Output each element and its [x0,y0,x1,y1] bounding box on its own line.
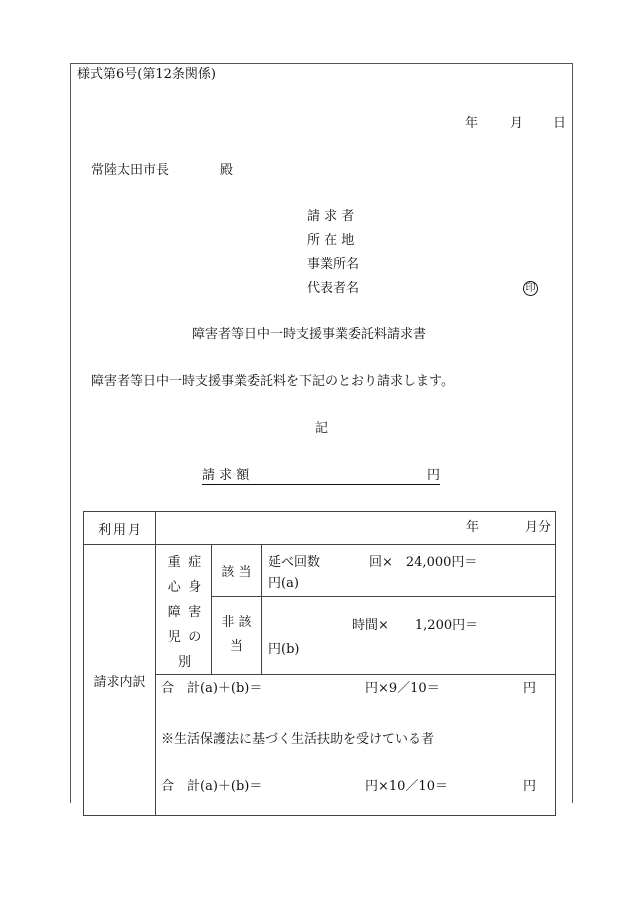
usage-month-label-char: 月 [127,522,141,538]
seal-icon: 印 [523,281,538,296]
total-90-label: 合 計(a)＋(b)＝ [161,680,263,696]
frame-right-border [572,63,573,803]
details-label-cell [84,545,156,816]
usage-month-label-cell [84,512,156,545]
not-applicable-label-line2: 当 [229,639,243,655]
not-applicable-formula: 時間× 1,200円＝ [352,618,479,634]
applicant-field-office-name: 事業所名 [307,257,360,272]
usage-month-label-char: 用 [112,522,126,538]
usage-month-value-cell [156,512,556,545]
applicable-result: 円(a) [268,576,299,592]
not-applicable-result: 円(b) [268,642,300,658]
applicant-field-requester: 請 求 者 [307,209,355,224]
disability-label-char: の [188,630,202,645]
not-applicable-label-line1: 非 該 [221,615,252,631]
frame-left-border [70,63,71,803]
applicable-value-cell [262,545,556,597]
applicable-count-label: 延べ回数 [268,555,321,571]
total-90-formula: 円×9／10＝ [365,680,440,696]
applicable-label-cell [212,545,262,597]
claim-amount-label: 請 求 額 [202,468,250,483]
usage-month-year: 年 [466,520,480,535]
total-90-cell [156,675,556,703]
disability-label-char: 身 [188,580,202,595]
not-applicable-value-cell [262,596,556,674]
total-90-unit: 円 [523,680,537,696]
details-label: 請求内訳 [93,674,146,690]
welfare-recipient-cell [156,703,556,816]
form-number: 様式第6号(第12条関係) [77,67,216,82]
disability-label-char: 別 [177,655,191,670]
usage-month-month: 月分 [525,520,552,535]
disability-label-char: 心 [167,580,181,595]
disability-label-char: 児 [167,630,181,645]
claim-table [83,511,556,816]
welfare-note: ※生活保護法に基づく生活扶助を受けている者 [161,731,435,747]
claim-amount-line [202,469,440,485]
applicant-field-representative: 代表者名 [307,281,360,296]
disability-label-char: 重 [167,555,181,570]
total-100-unit: 円 [523,778,537,794]
addressee-honorific: 殿 [220,163,234,178]
ki-marker: 記 [315,421,329,436]
date-day: 日 [553,116,567,131]
applicable-formula: 回× 24,000円＝ [369,555,478,571]
disability-label-cell [156,545,212,675]
applicable-label: 該 当 [221,564,252,580]
date-year: 年 [465,116,479,131]
document-title: 障害者等日中一時支援事業委託料請求書 [192,327,427,342]
usage-month-row [84,512,556,545]
disability-label-char: 症 [188,555,202,570]
total-100-label: 合 計(a)＋(b)＝ [161,778,263,794]
disability-label-char: 害 [188,605,202,620]
not-applicable-label-cell [212,596,262,674]
disability-label-char: 障 [167,605,181,620]
total-100-formula: 円×10／10＝ [365,778,448,794]
claim-amount-unit: 円 [426,468,440,483]
applicable-row [84,545,556,597]
body-text: 障害者等日中一時支援事業委託料を下記のとおり請求します。 [91,374,454,389]
applicant-field-address: 所 在 地 [307,233,355,248]
date-month: 月 [510,116,524,131]
addressee-name: 常陸太田市長 [91,163,170,178]
frame-top-border [70,63,573,64]
usage-month-label-char: 利 [98,522,112,538]
